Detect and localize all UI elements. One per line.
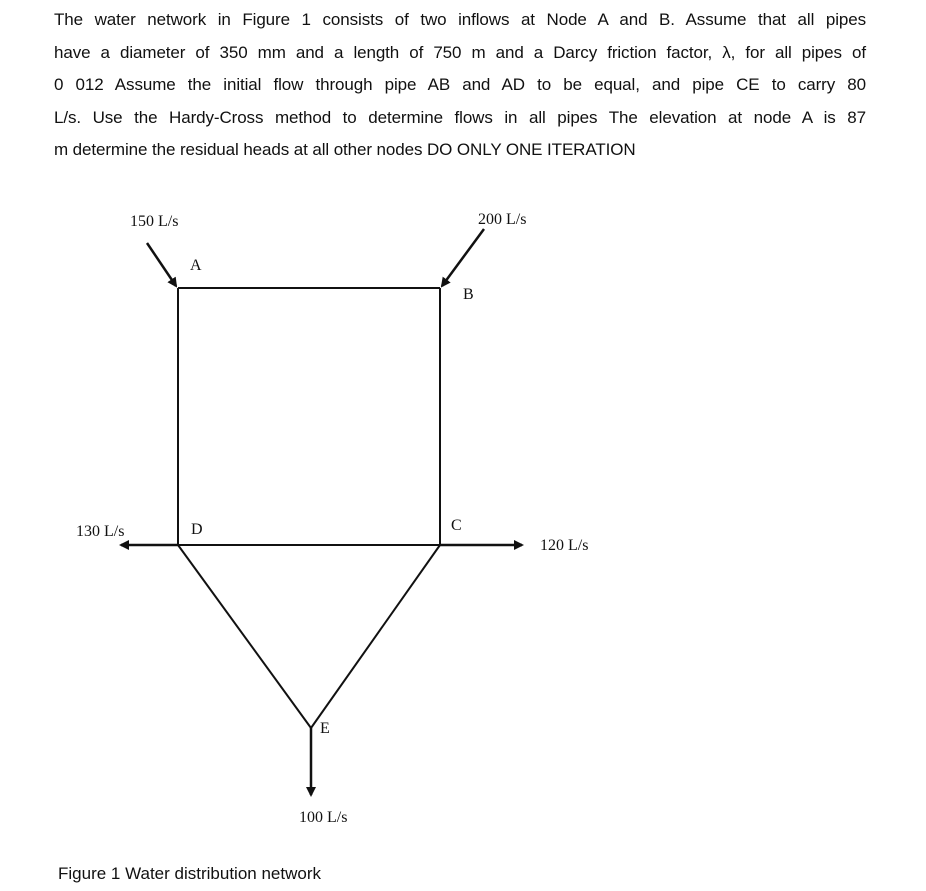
node-label-b: B — [463, 286, 474, 303]
inflow-arrow-b — [442, 229, 484, 286]
node-label-e: E — [320, 720, 330, 737]
problem-line-2: have a diameter of 350 mm and a length of 750 m and a Darcy friction factor, λ, for all pipes of — [54, 42, 866, 62]
node-label-d: D — [191, 521, 203, 538]
inflow-arrow-a — [147, 243, 176, 286]
problem-line-5: m determine the residual heads at all other nodes DO ONLY ONE ITERATION — [54, 140, 636, 159]
node-label-c: C — [451, 517, 462, 534]
problem-line-1: The water network in Figure 1 consists of two inflows at Node A and B. Assume that all pipes — [54, 10, 866, 29]
pipe-de — [178, 545, 311, 728]
pipe-ce — [311, 545, 440, 728]
outflow-label-e: 100 L/s — [299, 809, 348, 826]
inflow-label-a: 150 L/s — [130, 213, 179, 230]
inflow-label-b: 200 L/s — [478, 211, 527, 228]
figure-caption: Figure 1 Water distribution network — [58, 864, 321, 883]
outflow-label-d: 130 L/s — [76, 523, 125, 540]
problem-line-4: L/s. Use the Hardy-Cross method to determine flows in all pipes The elevation at node A is 87 — [54, 107, 866, 127]
outflow-label-c: 120 L/s — [540, 537, 589, 554]
node-label-a: A — [190, 257, 202, 274]
problem-line-3: 0 012 Assume the initial flow through pipe AB and AD to be equal, and pipe CE to carry 80 — [54, 75, 866, 94]
